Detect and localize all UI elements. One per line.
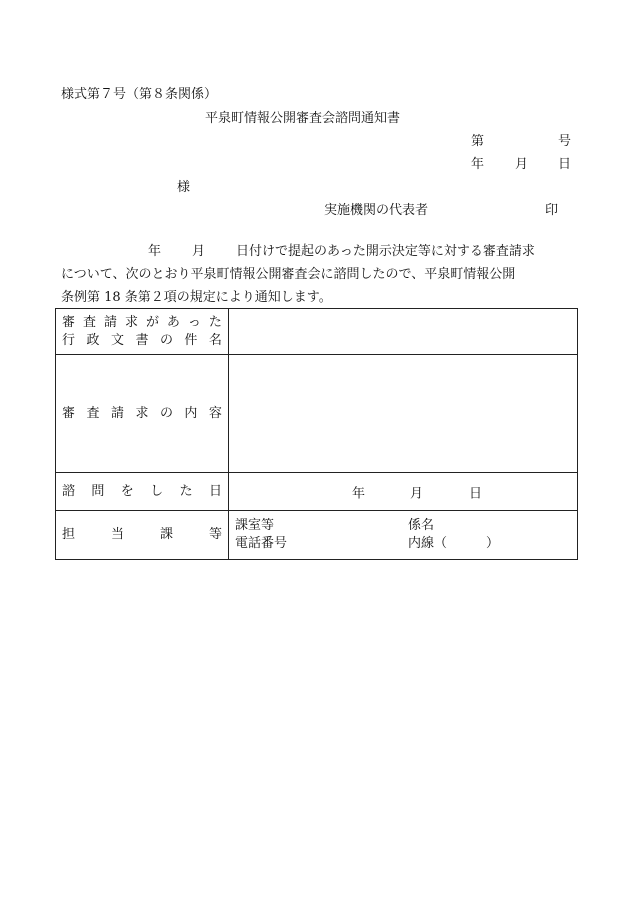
body-line2: について、次のとおり平泉町情報公開審査会に諮問したので、平泉町情報公開 [61, 267, 516, 282]
table-row [56, 355, 578, 473]
contact-phone: 電話番号 [235, 536, 288, 551]
doc-number-suffix: 号 [558, 134, 572, 149]
body-year: 年 [148, 244, 162, 259]
issue-date-year: 年 [471, 157, 485, 172]
issue-date-month: 月 [515, 157, 529, 172]
table-row [56, 473, 578, 511]
inquiry-date-day: 日 [469, 486, 483, 501]
label-line: 審 査 請 求 の 内 容 [62, 405, 222, 421]
sender-label: 実施機関の代表者 [324, 203, 429, 218]
contact-extension: 内線（ ） [408, 536, 500, 551]
value-inquiry-date[interactable] [229, 473, 578, 511]
value-document-name[interactable] [229, 309, 578, 355]
seal-mark: 印 [545, 203, 559, 218]
issue-date-day: 日 [558, 157, 572, 172]
body-month: 月 [192, 244, 206, 259]
contact-section: 課室等 [235, 518, 275, 533]
label-line: 審 査 請 求 が あ っ た [62, 314, 222, 330]
inquiry-date-month: 月 [410, 486, 424, 501]
inquiry-date-year: 年 [352, 486, 366, 501]
label-inquiry-date [56, 473, 229, 511]
addressee-suffix: 様 [177, 180, 191, 195]
value-request-content[interactable] [229, 355, 578, 473]
doc-number-prefix: 第 [471, 134, 485, 149]
inquiry-table [55, 308, 578, 560]
body-line1: 日付けで提起のあった開示決定等に対する審査請求 [236, 244, 535, 259]
label-line: 行 政 文 書 の 件 名 [62, 332, 222, 348]
form-number: 様式第７号（第８条関係） [61, 87, 218, 102]
label-line: 諮 問 を し た 日 [62, 483, 222, 499]
contact-staff: 係名 [408, 518, 435, 533]
body-line3: 条例第 18 条第２項の規定により通知します。 [61, 290, 332, 305]
label-department [56, 511, 229, 560]
label-line: 担 当 課 等 [62, 527, 222, 542]
label-request-content [56, 355, 229, 473]
document-title: 平泉町情報公開審査会諮問通知書 [205, 111, 401, 126]
value-department[interactable] [229, 511, 578, 560]
label-document-name [56, 309, 229, 355]
table-row [56, 309, 578, 355]
table-row [56, 511, 578, 560]
